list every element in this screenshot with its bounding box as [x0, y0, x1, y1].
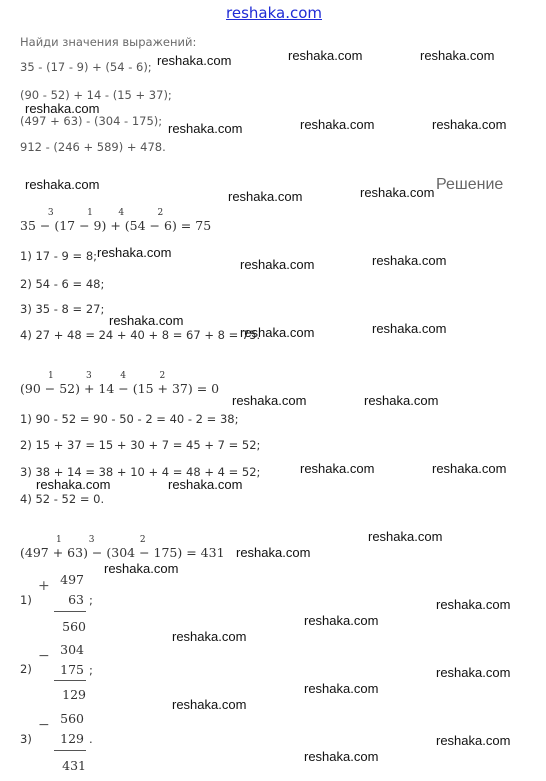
order-mark: 2 — [157, 208, 164, 218]
watermark: reshaka.com — [360, 185, 435, 200]
expr-part: − (17 — [39, 218, 80, 233]
expr-part: + 63) — [52, 545, 92, 560]
order-mark: 4 — [120, 371, 127, 381]
expr-part: (90 — [20, 381, 45, 396]
watermark: reshaka.com — [304, 749, 379, 764]
column-label: 2) — [20, 662, 32, 676]
watermark: reshaka.com — [436, 733, 511, 748]
watermark: reshaka.com — [288, 48, 363, 63]
order-mark: 4 — [118, 208, 125, 218]
order-mark: 2 — [159, 371, 166, 381]
block3-expression — [20, 535, 225, 560]
watermark: reshaka.com — [368, 529, 443, 544]
watermark: reshaka.com — [372, 321, 447, 336]
minus-sign: − — [38, 717, 50, 733]
minus-sign: − — [38, 648, 50, 664]
block1-step-1: 1) 17 - 9 = 8; — [20, 249, 98, 263]
expr-part: − 9) — [79, 218, 111, 233]
task-intro: Найди значения выражений: — [20, 35, 197, 49]
watermark: reshaka.com — [25, 101, 100, 116]
watermark: reshaka.com — [432, 461, 507, 476]
column-result: 560 — [62, 619, 86, 634]
watermark: reshaka.com — [109, 313, 184, 328]
watermark: reshaka.com — [25, 177, 100, 192]
expr-part: − 52) — [44, 381, 84, 396]
watermark: reshaka.com — [304, 613, 379, 628]
watermark: reshaka.com — [228, 189, 303, 204]
order-mark: 1 — [87, 208, 93, 218]
column-bottom: 63 — [68, 592, 84, 607]
column-result: 129 — [62, 687, 86, 702]
expr-part: − (15 — [118, 381, 158, 396]
watermark: reshaka.com — [304, 681, 379, 696]
column-bottom: 129 — [60, 731, 84, 746]
column-line — [54, 680, 86, 681]
watermark: reshaka.com — [372, 253, 447, 268]
expr-part: − 175) = 431 — [139, 545, 225, 560]
block1-step-4: 4) 27 + 48 = 24 + 40 + 8 = 67 + 8 = 75. — [20, 328, 261, 342]
task-expression-1: 35 - (17 - 9) + (54 - 6); — [20, 60, 152, 74]
order-mark: 1 — [56, 535, 62, 545]
block1-step-3: 3) 35 - 8 = 27; — [20, 302, 105, 316]
column-bottom: 175 — [60, 662, 84, 677]
column-top: 304 — [60, 642, 84, 657]
expr-part: + 37) = 0 — [157, 381, 220, 396]
watermark: reshaka.com — [104, 561, 179, 576]
column-separator: ; — [89, 663, 93, 677]
watermark: reshaka.com — [300, 461, 375, 476]
column-separator: ; — [89, 593, 93, 607]
watermark: reshaka.com — [232, 393, 307, 408]
expr-part: (497 — [20, 545, 53, 560]
watermark: reshaka.com — [97, 245, 172, 260]
column-label: 3) — [20, 732, 32, 746]
block1-step-2: 2) 54 - 6 = 48; — [20, 277, 105, 291]
order-mark: 3 — [47, 208, 54, 218]
expr-part: + (54 — [110, 218, 150, 233]
task-expression-2: (90 - 52) + 14 - (15 + 37); — [20, 88, 172, 102]
expr-part: − 6) = 75 — [149, 218, 212, 233]
block2-expression — [20, 371, 220, 396]
watermark: reshaka.com — [300, 117, 375, 132]
block2-step-4: 4) 52 - 52 = 0. — [20, 492, 105, 506]
watermark: reshaka.com — [420, 48, 495, 63]
order-mark: 2 — [139, 535, 146, 545]
watermark: reshaka.com — [36, 477, 111, 492]
order-mark: 1 — [48, 371, 54, 381]
watermark: reshaka.com — [240, 325, 315, 340]
watermark: reshaka.com — [157, 53, 232, 68]
column-label: 1) — [20, 593, 32, 607]
column-top: 560 — [60, 711, 84, 726]
watermark: reshaka.com — [432, 117, 507, 132]
plus-sign: + — [38, 578, 50, 594]
column-line — [54, 611, 86, 612]
block2-step-2: 2) 15 + 37 = 15 + 30 + 7 = 45 + 7 = 52; — [20, 438, 261, 452]
watermark: reshaka.com — [168, 121, 243, 136]
watermark: reshaka.com — [172, 697, 247, 712]
order-mark: 3 — [85, 371, 92, 381]
block1-expression — [20, 208, 212, 233]
column-result: 431 — [62, 758, 86, 773]
watermark: reshaka.com — [172, 629, 247, 644]
site-title[interactable]: reshaka.com — [226, 4, 322, 22]
block2-step-1: 1) 90 - 52 = 90 - 50 - 2 = 40 - 2 = 38; — [20, 412, 239, 426]
watermark: reshaka.com — [240, 257, 315, 272]
watermark: reshaka.com — [364, 393, 439, 408]
watermark: reshaka.com — [436, 665, 511, 680]
task-expression-3: (497 + 63) - (304 - 175); — [20, 114, 163, 128]
expr-part: 35 — [20, 218, 40, 233]
task-expression-4: 912 - (246 + 589) + 478. — [20, 140, 166, 154]
expr-part: − (304 — [91, 545, 140, 560]
block2-step-3: 3) 38 + 14 = 38 + 10 + 4 = 48 + 4 = 52; — [20, 465, 261, 479]
column-line — [54, 750, 86, 751]
watermark: reshaka.com — [168, 477, 243, 492]
solution-heading: Решение — [436, 176, 504, 193]
watermark: reshaka.com — [436, 597, 511, 612]
column-separator: . — [89, 732, 93, 746]
column-top: 497 — [60, 572, 84, 587]
watermark: reshaka.com — [236, 545, 311, 560]
order-mark: 3 — [88, 535, 95, 545]
expr-part: + 14 — [83, 381, 119, 396]
